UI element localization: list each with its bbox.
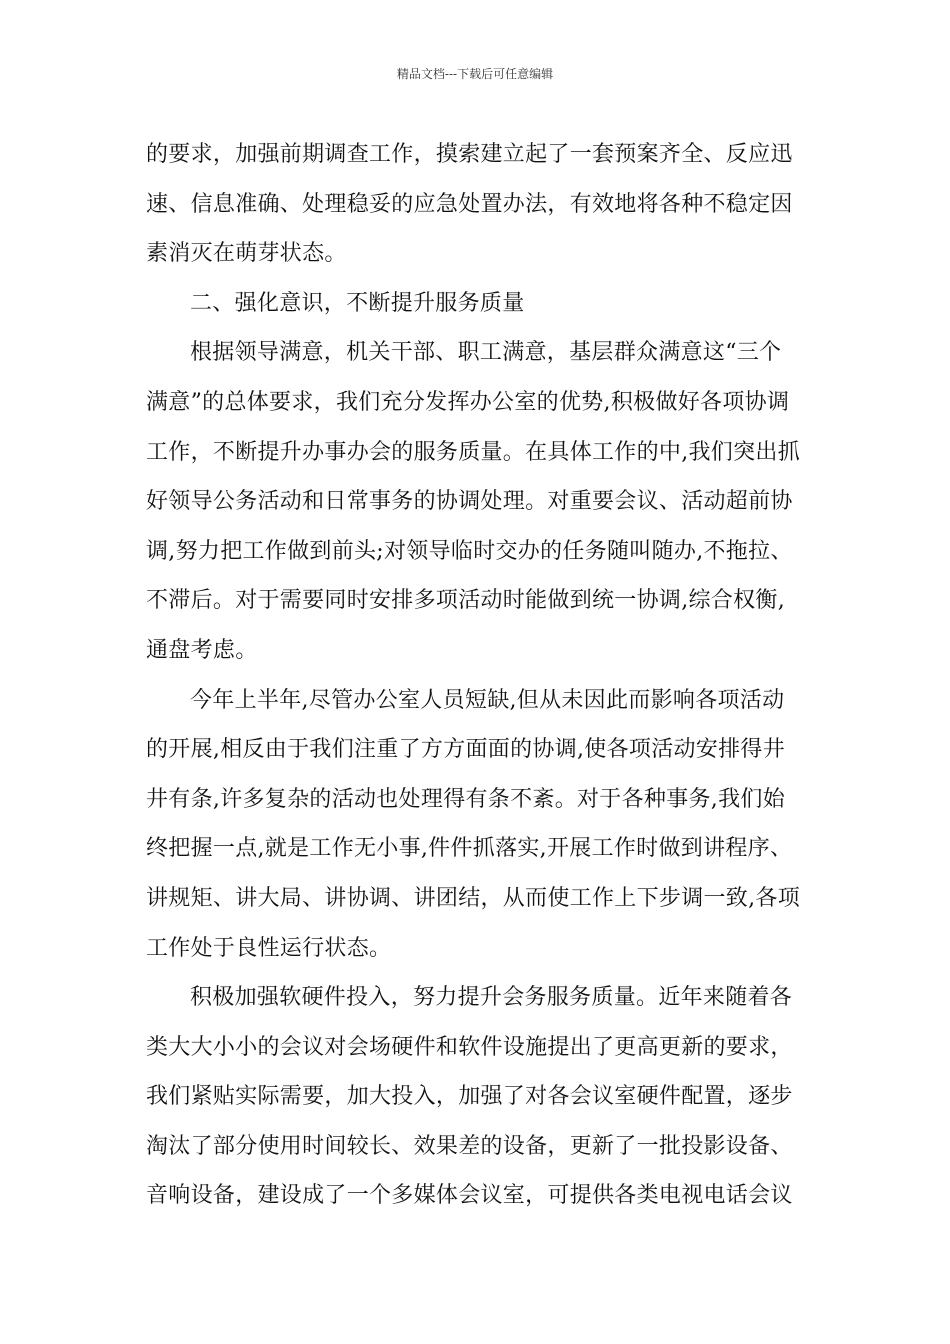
text-line: 的开展,相反由于我们注重了方方面面的协调,使各项活动安排得井 — [146, 737, 785, 763]
text-line: 不滞后。对于需要同时安排多项活动时能做到统一协调,综合权衡, — [146, 588, 785, 614]
text-line: 工作处于良性运行状态。 — [146, 935, 392, 961]
text-line: 今年上半年,尽管办公室人员短缺,但从未因此而影响各项活动 — [190, 687, 785, 713]
text-line: 类大大小小的会议对会场硬件和软件设施提出了更高更新的要求， — [146, 1034, 793, 1060]
text-line: 素消灭在萌芽状态。 — [146, 241, 347, 267]
text-line: 井有条,许多复杂的活动也处理得有条不紊。对于各种事务,我们始 — [146, 786, 785, 812]
text-line: 积极加强软硬件投入，努力提升会务服务质量。近年来随着各 — [190, 985, 793, 1011]
page-header: 精品文档---下载后可任意编辑 — [396, 67, 554, 81]
document-body — [146, 130, 806, 1221]
text-line: 讲规矩、讲大局、讲协调、讲团结，从而使工作上下步调一致,各项 — [146, 885, 800, 911]
text-line: 我们紧贴实际需要，加大投入，加强了对各会议室硬件配置，逐步 — [146, 1084, 793, 1110]
text-line: 的要求，加强前期调查工作，摸索建立起了一套预案齐全、反应迅 — [146, 142, 793, 167]
text-line: 音响设备，建设成了一个多媒体会议室，可提供各类电视电话会议 — [146, 1183, 793, 1209]
text-line: 好领导公务活动和日常事务的协调处理。对重要会议、活动超前协 — [146, 489, 793, 515]
text-line: 调,努力把工作做到前头;对领导临时交办的任务随叫随办,不拖拉、 — [146, 538, 793, 564]
text-line: 二、强化意识，不断提升服务质量 — [190, 290, 525, 316]
text-line: 根据领导满意，机关干部、职工满意，基层群众满意这“三个 — [190, 340, 782, 366]
text-line: 满意”的总体要求，我们充分发挥办公室的优势,积极做好各项协调 — [146, 389, 790, 415]
text-line: 工作，不断提升办事办会的服务质量。在具体工作的中,我们突出抓 — [146, 439, 800, 465]
text-line: 通盘考虑。 — [146, 637, 258, 663]
text-line: 淘汰了部分使用时间较长、效果差的设备，更新了一批投影设备、 — [146, 1133, 793, 1159]
text-line: 速、信息准确、处理稳妥的应急处置办法，有效地将各种不稳定因 — [146, 191, 793, 217]
text-line: 终把握一点,就是工作无小事,件件抓落实,开展工作时做到讲程序、 — [146, 836, 793, 862]
